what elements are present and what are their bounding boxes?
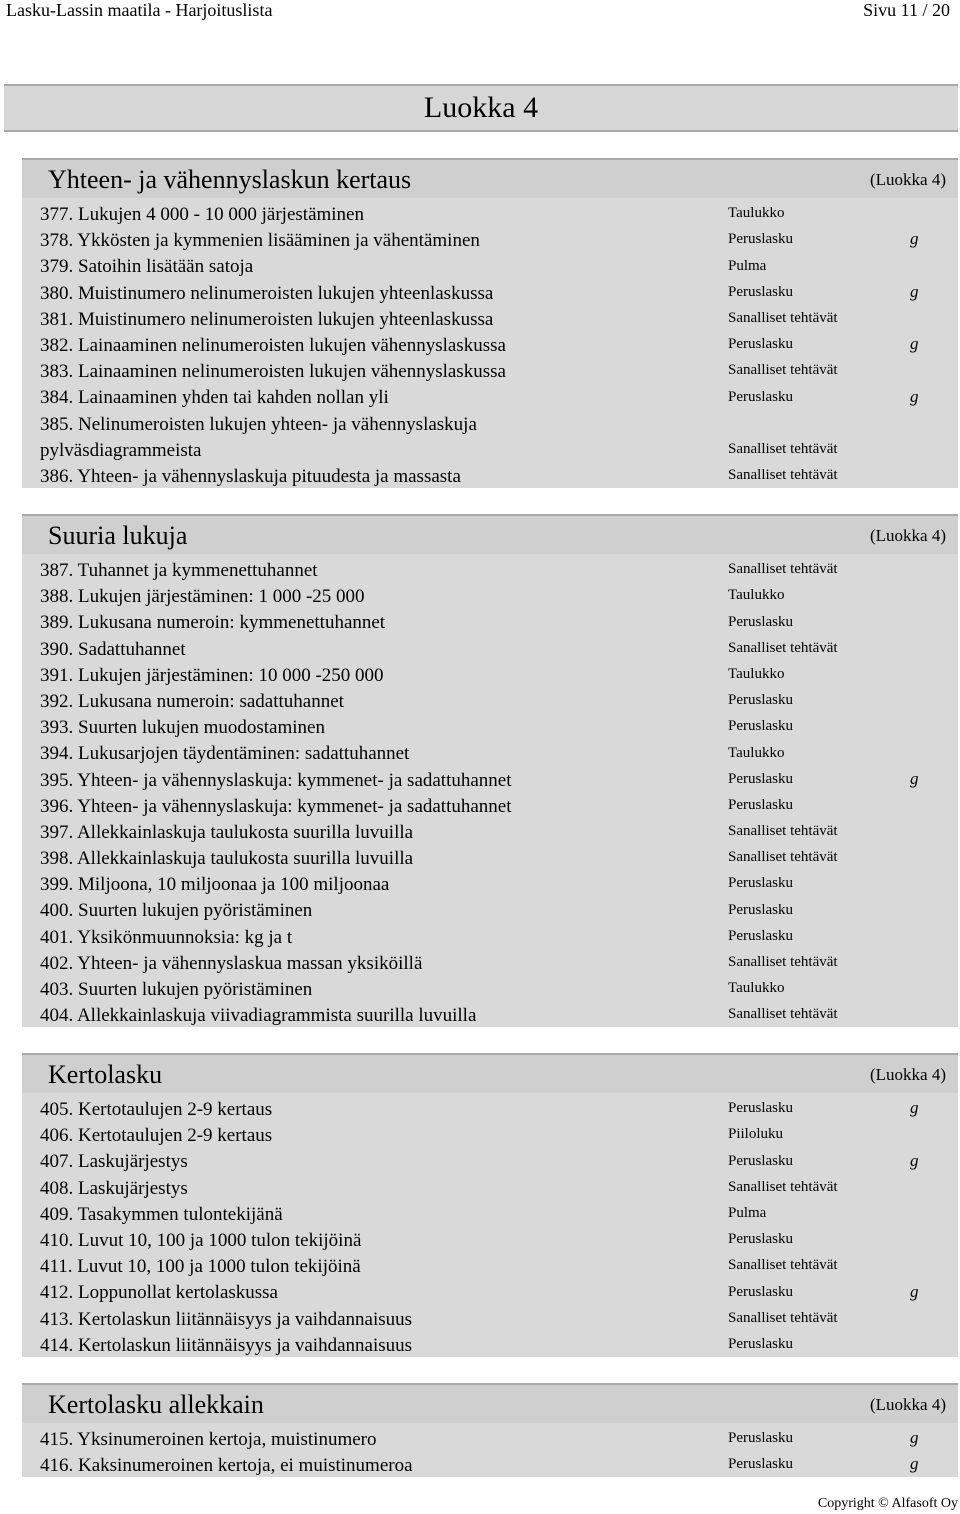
exercise-mark: g [910,229,919,249]
section-grade: (Luokka 4) [869,1065,946,1084]
exercise-row[interactable] [22,1252,958,1278]
section-title: Yhteen- ja vähennyslaskun kertaus [48,165,412,194]
exercise-mark: g [910,1281,919,1301]
exercise-row[interactable] [22,975,958,1001]
exercise-row[interactable] [22,1425,958,1451]
exercise-row[interactable] [22,635,958,661]
exercise-title: 415. Yksinumeroinen kertoja, muistinumero [40,1429,377,1450]
exercise-title: 392. Lukusana numeroin: sadattuhannet [40,690,344,712]
exercise-title: 389. Lukusana numeroin: kymmenettuhannet [40,612,386,634]
exercise-title: 387. Tuhannet ja kymmenettuhannet [40,560,318,581]
exercise-row[interactable] [22,949,958,975]
exercise-title: 381. Muistinumero nelinumeroisten lukujen yhteenlaskussa [40,308,494,330]
exercise-title: 416. Kaksinumeroinen kertoja, ei muistinumeroa [40,1455,413,1477]
exercise-type: Sanalliset tehtävät [728,440,838,457]
exercise-type: Taulukko [728,587,785,604]
exercise-list [22,198,958,488]
exercise-type: Peruslasku [728,388,793,405]
exercise-title: 385. Nelinumeroisten lukujen yhteen- ja vähennyslaskuja pylväsdiagrammeista [40,413,477,461]
section-title: Kertolasku allekkain [48,1390,264,1419]
exercise-type: Peruslasku [728,1100,793,1117]
exercise-mark: g [910,281,919,301]
exercise-type: Taulukko [728,205,785,222]
exercise-type: Peruslasku [728,1430,793,1447]
exercise-row[interactable] [22,818,958,844]
exercise-type: Peruslasku [728,718,793,735]
copyright: Copyright © Alfasoft Oy [817,1496,958,1511]
exercise-type: Sanalliset tehtävät [728,1178,838,1195]
exercise-row[interactable] [22,1331,958,1357]
exercise-title: 382. Lainaaminen nelinumeroisten lukujen vähennyslaskussa [40,334,506,356]
exercise-row[interactable] [22,556,958,582]
exercise-title: 396. Yhteen- ja vähennyslaskuja: kymmenet- ja sadattuhannet [40,795,512,817]
exercise-row[interactable] [22,331,958,357]
section-title: Suuria lukuja [48,521,188,550]
exercise-row[interactable] [22,1001,958,1027]
exercise-title: 394. Lukusarjojen täydentäminen: sadattuhannet [40,743,410,765]
grade-banner-title: Luokka 4 [423,91,539,124]
exercise-row[interactable] [22,896,958,922]
page-header [0,0,960,24]
exercise-title: 404. Allekkainlaskuja viivadiagrammista suurilla luvuilla [40,1005,477,1027]
exercise-row[interactable] [22,383,958,409]
exercise-type: Sanalliset tehtävät [728,1257,838,1274]
exercise-type: Sanalliset tehtävät [728,467,838,484]
exercise-row[interactable] [22,1226,958,1252]
exercise-type: Sanalliset tehtävät [728,362,838,379]
section-header [22,1053,958,1093]
exercise-row[interactable] [22,279,958,305]
exercise-title: 403. Suurten lukujen pyöristäminen [40,979,313,1000]
exercise-type: Sanalliset tehtävät [728,639,838,656]
exercise-mark: g [910,768,919,788]
exercise-row[interactable] [22,1147,958,1173]
exercise-type: Peruslasku [728,613,793,630]
exercise-type: Taulukko [728,980,785,997]
exercise-row[interactable] [22,1121,958,1147]
exercise-title: 380. Muistinumero nelinumeroisten lukujen yhteenlaskussa [40,282,494,304]
exercise-type: Peruslasku [728,692,793,709]
exercise-type: Sanalliset tehtävät [728,561,838,578]
exercise-list [22,554,958,1027]
exercise-type: Peruslasku [728,1231,793,1248]
exercise-row[interactable] [22,739,958,765]
exercise-row[interactable] [22,252,958,278]
grade-banner [4,84,958,132]
section [22,158,958,488]
exercise-row[interactable] [22,766,958,792]
exercise-type: Sanalliset tehtävät [728,823,838,840]
exercise-title: 406. Kertotaulujen 2-9 kertaus [40,1125,273,1147]
exercise-type: Sanalliset tehtävät [728,954,838,970]
exercise-title: 402. Yhteen- ja vähennyslaskua massan yksiköillä [40,952,423,974]
exercise-row[interactable] [22,1174,958,1200]
exercise-type: Pulma [728,257,767,274]
exercise-title: 395. Yhteen- ja vähennyslaskuja: kymmenet- ja sadattuhannet [40,769,512,791]
exercise-type: Peruslasku [728,770,793,787]
exercise-title: 386. Yhteen- ja vähennyslaskuja pituudesta ja massasta [40,465,461,487]
exercise-row[interactable] [22,226,958,252]
exercise-mark: g [910,1454,919,1474]
section-grade: (Luokka 4) [869,526,946,545]
exercise-title: 400. Suurten lukujen pyöristäminen [40,900,313,922]
exercise-title: 408. Laskujärjestys [40,1177,188,1199]
exercise-row[interactable] [22,357,958,383]
exercise-title: 397. Allekkainlaskuja taulukosta suurilla luvuilla [40,821,414,843]
exercise-type: Peruslasku [728,1152,793,1169]
section [22,514,958,1027]
exercise-title: 407. Laskujärjestys [40,1151,188,1173]
exercise-title: 391. Lukujen järjestäminen: 10 000 -250 000 [40,664,384,686]
exercise-title: 398. Allekkainlaskuja taulukosta suurilla luvuilla [40,848,414,870]
exercise-mark: g [910,1150,919,1170]
exercise-type: Sanalliset tehtävät [728,1309,838,1326]
exercise-title: 401. Yksikönmuunnoksia: kg ja t [40,926,293,948]
exercise-type: Peruslasku [728,875,793,892]
exercise-type: Peruslasku [728,231,793,248]
exercise-mark: g [910,386,919,406]
exercise-title: 383. Lainaaminen nelinumeroisten lukujen vähennyslaskussa [40,361,506,383]
exercise-type: Peruslasku [728,1335,793,1352]
exercise-list [22,1093,958,1357]
exercise-title: 393. Suurten lukujen muodostaminen [40,717,325,739]
exercise-row[interactable] [22,1200,958,1226]
exercise-title: 405. Kertotaulujen 2-9 kertaus [40,1099,273,1120]
exercise-title: 377. Lukujen 4 000 - 10 000 järjestäminen [40,204,364,225]
exercise-type: Peruslasku [728,901,793,918]
exercise-row[interactable] [22,687,958,713]
exercise-title: 410. Luvut 10, 100 ja 1000 tulon tekijöinä [40,1229,362,1251]
section-header [22,514,958,554]
exercise-row[interactable] [22,305,958,331]
exercise-title: 390. Sadattuhannet [40,638,186,660]
exercise-title: 414. Kertolaskun liitännäisyys ja vaihdannaisuus [40,1334,413,1356]
exercise-row[interactable] [22,713,958,739]
exercise-row[interactable] [22,844,958,870]
exercise-title: 412. Loppunollat kertolaskussa [40,1282,278,1304]
section-header [22,1383,958,1423]
exercise-row[interactable] [22,870,958,896]
exercise-type: Peruslasku [728,1456,793,1473]
exercise-type: Peruslasku [728,1283,793,1300]
exercise-row[interactable] [22,1305,958,1331]
exercise-title: 378. Ykkösten ja kymmenien lisääminen ja vähentäminen [40,230,480,252]
exercise-type: Sanalliset tehtävät [728,849,838,866]
exercise-title: 384. Lainaaminen yhden tai kahden nollan yli [40,387,389,409]
exercise-type: Taulukko [728,744,785,761]
section [22,1383,958,1477]
document-title: Lasku-Lassin maatila - Harjoituslista [6,0,273,20]
exercise-type: Piiloluku [728,1126,784,1143]
exercise-type: Peruslasku [728,283,793,300]
exercise-row[interactable] [22,200,958,226]
exercise-title: 409. Tasakymmen tulontekijänä [40,1203,283,1225]
section-title: Kertolasku [48,1060,163,1089]
exercise-row[interactable] [22,923,958,949]
exercise-type: Peruslasku [728,927,793,944]
exercise-title: 411. Luvut 10, 100 ja 1000 tulon tekijöinä [40,1256,361,1278]
exercise-row[interactable] [22,582,958,608]
section-header [22,158,958,198]
exercise-list [22,1423,958,1477]
exercise-row[interactable] [22,792,958,818]
section-grade: (Luokka 4) [869,170,946,189]
exercise-row[interactable] [22,1278,958,1304]
exercise-type: Sanalliset tehtävät [728,1006,838,1023]
exercise-mark: g [910,1098,919,1118]
exercise-title: 379. Satoihin lisätään satoja [40,256,254,278]
exercise-row[interactable] [22,462,958,488]
exercise-row[interactable] [22,608,958,634]
exercise-row[interactable] [22,410,958,462]
exercise-type: Pulma [728,1204,767,1221]
page-number: Sivu 11 / 20 [863,0,950,20]
section-grade: (Luokka 4) [869,1395,946,1414]
exercise-type: Peruslasku [728,336,793,353]
exercise-type: Peruslasku [728,796,793,813]
exercise-type: Taulukko [728,665,785,682]
exercise-title: 413. Kertolaskun liitännäisyys ja vaihdannaisuus [40,1308,413,1330]
exercise-row[interactable] [22,1095,958,1121]
exercise-row[interactable] [22,661,958,687]
exercise-type: Sanalliset tehtävät [728,309,838,326]
exercise-title: 399. Miljoona, 10 miljoonaa ja 100 miljoonaa [40,874,390,896]
exercise-mark: g [910,1428,919,1448]
exercise-row[interactable] [22,1451,958,1477]
exercise-mark: g [910,334,919,354]
section [22,1053,958,1357]
exercise-title: 388. Lukujen järjestäminen: 1 000 -25 000 [40,586,365,608]
